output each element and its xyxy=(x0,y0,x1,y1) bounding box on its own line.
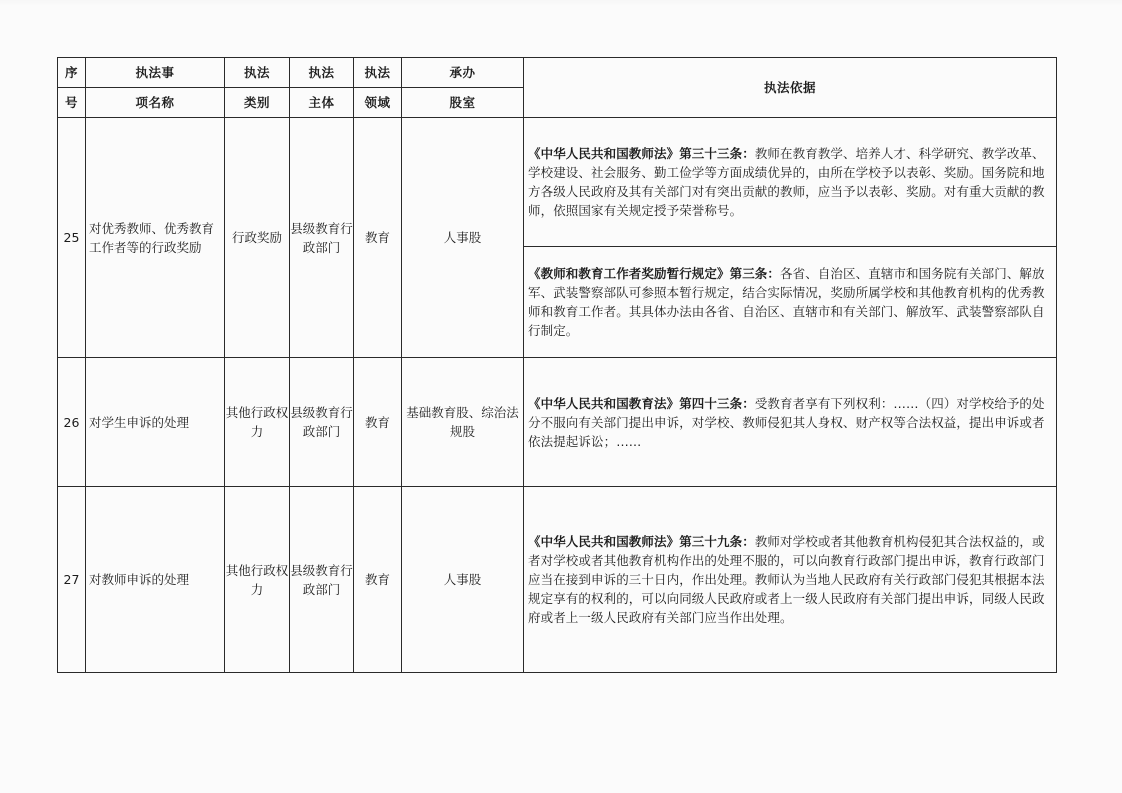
basis-law-title: 《教师和教育工作者奖励暂行规定》第三条： xyxy=(528,266,781,281)
header-domain-1: 执法 xyxy=(354,58,402,88)
header-category-2: 类别 xyxy=(225,88,290,118)
row-basis xyxy=(524,118,1057,247)
row-domain: 教育 xyxy=(354,118,402,358)
header-basis: 执法依据 xyxy=(524,58,1057,118)
table-row xyxy=(58,487,1057,673)
basis-text: 受教育者享有下列权利：……（四）对学校给予的处分不服向有关部门提出申诉，对学校、教师侵犯其人身权、财产权等合法权益，提出申诉或者依法提起诉讼；…… xyxy=(528,395,1045,449)
row-office: 人事股 xyxy=(402,487,524,673)
header-office-2: 股室 xyxy=(402,88,524,118)
header-subject-1: 执法 xyxy=(290,58,354,88)
row-category: 其他行政权力 xyxy=(225,358,290,487)
basis-text: 教师对学校或者其他教育机构侵犯其合法权益的，或者对学校或者其他教育机构作出的处理不服的，可以向教育行政部门提出申诉，教育行政部门应当在接到申诉的三十日内，作出处理。教师认为当地人民政府有关行政部门侵犯其根据本法规定享有的权利的，可以向同级人民政府或者上一级人民政府有关部门提出申诉，同级人民政府或者上一级人民政府有关部门应当作出处理。 xyxy=(528,534,1045,625)
basis-law-title: 《中华人民共和国教师法》第三十九条： xyxy=(528,534,755,549)
table-row xyxy=(58,358,1057,487)
row-seq: 26 xyxy=(58,358,86,487)
table-row xyxy=(58,118,1057,247)
header-item-name-2: 项名称 xyxy=(86,88,225,118)
header-category-1: 执法 xyxy=(225,58,290,88)
basis-text: 各省、自治区、直辖市和国务院有关部门、解放军、武装警察部队可参照本暂行规定，结合实际情况，奖励所属学校和其他教育机构的优秀教师和教育工作者。其具体办法由各省、自治区、直辖市和有关部门、解放军、武装警察部队自行制定。 xyxy=(528,266,1045,338)
row-seq: 25 xyxy=(58,118,86,358)
header-subject-2: 主体 xyxy=(290,88,354,118)
row-category: 行政奖励 xyxy=(225,118,290,358)
row-seq: 27 xyxy=(58,487,86,673)
header-item-name-1: 执法事 xyxy=(86,58,225,88)
header-seq-1: 序 xyxy=(58,58,86,88)
row-basis xyxy=(524,358,1057,487)
row-domain: 教育 xyxy=(354,358,402,487)
row-subject: 县级教育行政部门 xyxy=(290,487,354,673)
header-office-1: 承办 xyxy=(402,58,524,88)
header-domain-2: 领域 xyxy=(354,88,402,118)
row-item-name: 对学生申诉的处理 xyxy=(86,358,225,487)
law-enforcement-table xyxy=(57,57,1057,673)
row-subject: 县级教育行政部门 xyxy=(290,118,354,358)
basis-law-title: 《中华人民共和国教育法》第四十三条： xyxy=(528,395,755,411)
row-basis xyxy=(524,247,1057,358)
row-category: 其他行政权力 xyxy=(225,487,290,673)
row-office: 基础教育股、综治法规股 xyxy=(402,358,524,487)
basis-text: 教师在教育教学、培养人才、科学研究、教学改革、学校建设、社会服务、勤工俭学等方面成绩优异的，由所在学校予以表彰、奖励。国务院和地方各级人民政府及其有关部门对有突出贡献的教师，应当予以表彰、奖励。对有重大贡献的教师，依照国家有关规定授予荣誉称号。 xyxy=(528,146,1045,218)
header-seq-2: 号 xyxy=(58,88,86,118)
row-domain: 教育 xyxy=(354,487,402,673)
row-item-name: 对教师申诉的处理 xyxy=(86,487,225,673)
row-subject: 县级教育行政部门 xyxy=(290,358,354,487)
header-row-1 xyxy=(58,58,1057,88)
row-basis xyxy=(524,487,1057,673)
row-item-name: 对优秀教师、优秀教育工作者等的行政奖励 xyxy=(86,118,225,358)
basis-law-title: 《中华人民共和国教师法》第三十三条： xyxy=(528,146,755,161)
row-office: 人事股 xyxy=(402,118,524,358)
